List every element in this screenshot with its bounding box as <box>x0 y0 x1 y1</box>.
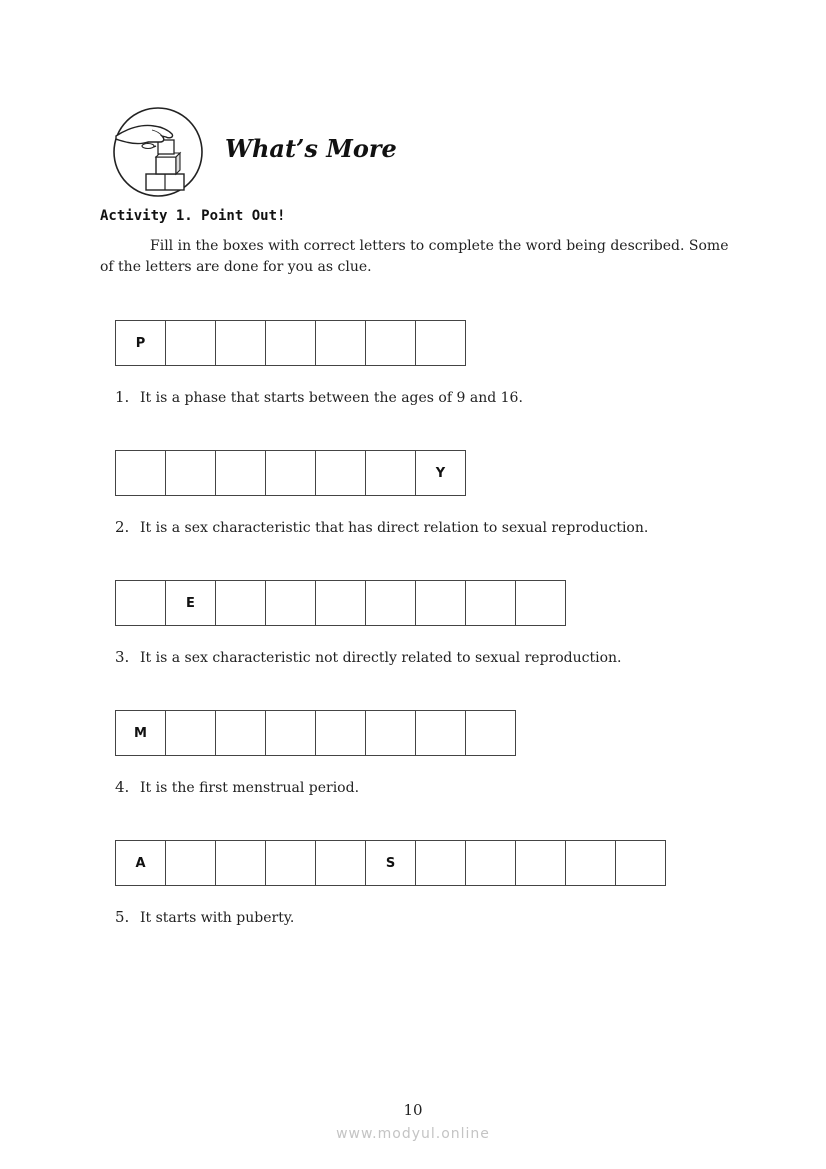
letter-boxes <box>115 580 566 626</box>
letter-boxes <box>115 450 466 496</box>
clue-number: 3. <box>115 648 130 666</box>
letter-boxes <box>115 320 466 366</box>
letter-box[interactable] <box>216 711 266 755</box>
letter-box[interactable] <box>166 841 216 885</box>
clue-number: 5. <box>115 908 130 926</box>
letter-box[interactable] <box>266 451 316 495</box>
letter-box[interactable] <box>166 451 216 495</box>
letter-box[interactable] <box>266 711 316 755</box>
letter-box: A <box>116 841 166 885</box>
letter-box: Y <box>435 465 446 481</box>
letter-box[interactable] <box>216 321 266 365</box>
letter-box[interactable] <box>466 581 516 625</box>
letter-box[interactable] <box>366 451 416 495</box>
clue-text: It is a sex characteristic that has direct relation to sexual reproduction. <box>140 520 649 536</box>
clue-text: It starts with puberty. <box>140 910 295 926</box>
letter-boxes <box>115 710 516 756</box>
letter-box: P <box>116 321 166 365</box>
letter-box[interactable] <box>316 841 366 885</box>
letter-box[interactable] <box>266 581 316 625</box>
clue-text: It is a sex characteristic not directly related to sexual reproduction. <box>140 650 622 666</box>
page-number: 10 <box>403 1101 423 1119</box>
clue <box>115 518 648 536</box>
letter-box[interactable] <box>466 711 515 755</box>
letter-box[interactable] <box>216 581 266 625</box>
letter-box[interactable] <box>116 581 166 625</box>
letter-box[interactable] <box>366 321 416 365</box>
letter-box: E <box>166 581 216 625</box>
activity-title: Activity 1. Point Out! <box>100 208 286 224</box>
letter-box[interactable] <box>216 451 266 495</box>
clue-text: It is a phase that starts between the ages of 9 and 16. <box>140 390 523 406</box>
puzzle-1 <box>115 320 523 406</box>
hand-stacking-blocks-icon <box>112 106 204 198</box>
section-title: What’s More <box>225 134 397 163</box>
letter-box[interactable] <box>416 841 466 885</box>
clue-number: 2. <box>115 518 130 536</box>
letter-box[interactable] <box>366 581 416 625</box>
letter-box[interactable] <box>416 581 466 625</box>
letter-box[interactable] <box>316 451 366 495</box>
clue-number: 1. <box>115 388 130 406</box>
letter-box[interactable] <box>416 321 465 365</box>
letter-box[interactable] <box>566 841 616 885</box>
puzzle-3 <box>115 580 622 666</box>
letter-box[interactable] <box>516 581 565 625</box>
letter-box[interactable] <box>316 321 366 365</box>
letter-box[interactable] <box>416 711 466 755</box>
activity-instructions: Fill in the boxes with correct letters to complete the word being described. Some of the letters are done for you as clue. <box>100 238 729 275</box>
letter-boxes <box>115 840 666 886</box>
letter-box: M <box>116 711 166 755</box>
letter-box[interactable] <box>316 581 366 625</box>
letter-box[interactable] <box>316 711 366 755</box>
clue <box>115 778 359 796</box>
letter-box: S <box>366 841 416 885</box>
letter-box[interactable] <box>616 841 665 885</box>
puzzle-5 <box>115 840 666 926</box>
watermark: www.modyul.online <box>336 1126 490 1142</box>
letter-box[interactable] <box>166 321 216 365</box>
clue-number: 4. <box>115 778 130 796</box>
letter-box[interactable] <box>166 711 216 755</box>
letter-box[interactable] <box>516 841 566 885</box>
letter-box[interactable] <box>466 841 516 885</box>
clue-text: It is the first menstrual period. <box>140 780 360 796</box>
letter-box[interactable] <box>216 841 266 885</box>
puzzle-4 <box>115 710 516 796</box>
letter-box[interactable] <box>266 841 316 885</box>
clue <box>115 908 294 926</box>
puzzle-2 <box>115 450 649 536</box>
letter-box[interactable] <box>116 451 166 495</box>
letter-box[interactable] <box>366 711 416 755</box>
clue <box>115 388 523 406</box>
clue <box>115 648 621 666</box>
letter-box[interactable] <box>266 321 316 365</box>
